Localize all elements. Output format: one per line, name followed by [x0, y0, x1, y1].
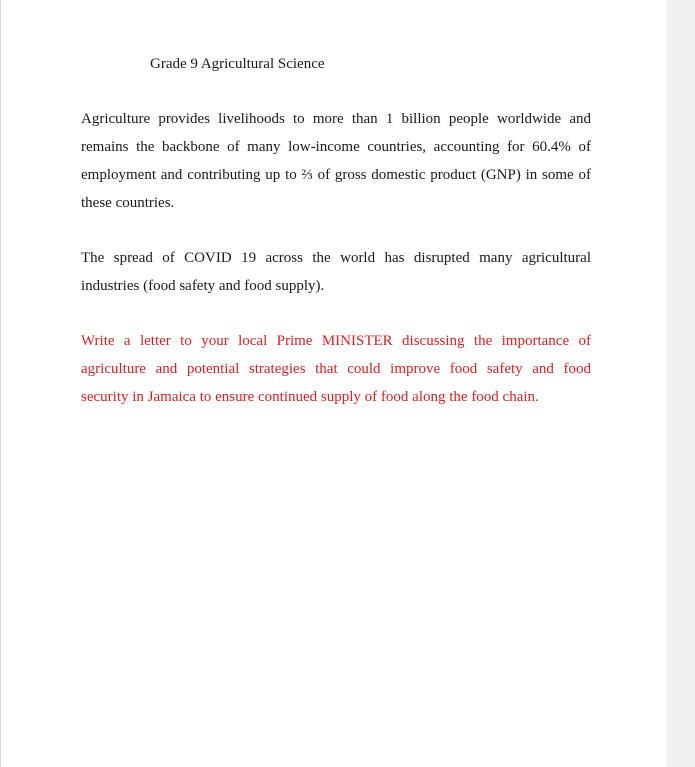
document-title: Grade 9 Agricultural Science [150, 56, 325, 72]
paragraph-line: remains the backbone of many low-income countries, accounting for 60.4% of [81, 139, 591, 155]
paragraph-line: The spread of COVID 19 across the world has disrupted many agricultural [81, 250, 591, 266]
paragraph-line: industries (food safety and food supply). [81, 278, 325, 294]
paragraph-line: Agriculture provides livelihoods to more than 1 billion people worldwide and [81, 111, 591, 127]
paragraph-line: employment and contributing up to ⅔ of gross domestic product (GNP) in some of [81, 167, 591, 183]
scroll-gutter[interactable] [667, 0, 695, 767]
paragraph-agriculture-livelihoods [81, 105, 591, 217]
paragraph-letter-task [81, 327, 591, 411]
paragraph-line: security in Jamaica to ensure continued supply of food along the food chain. [81, 389, 539, 405]
paragraph-line: these countries. [81, 195, 175, 211]
paragraph-covid-disruption [81, 244, 591, 300]
paragraph-line: agriculture and potential strategies that could improve food safety and food [81, 361, 591, 377]
paragraph-line: Write a letter to your local Prime MINISTER discussing the importance of [81, 333, 591, 349]
